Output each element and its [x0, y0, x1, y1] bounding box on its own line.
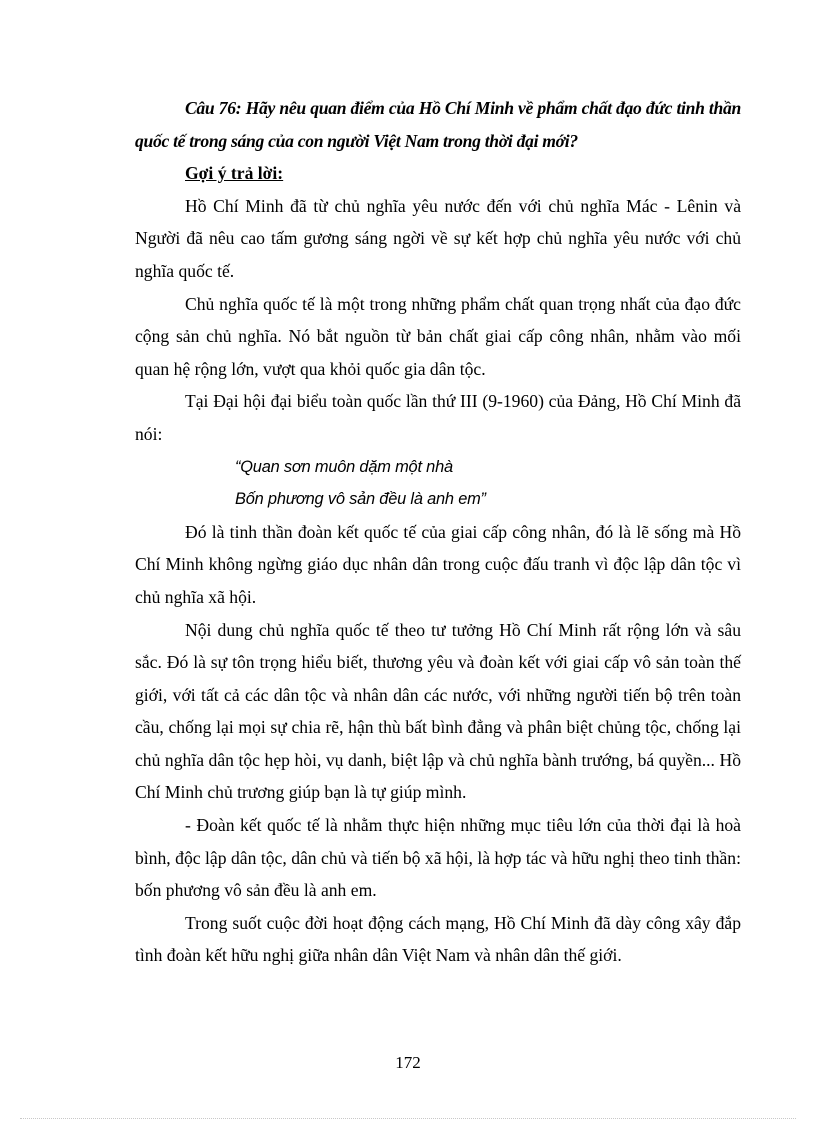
paragraph-3: Tại Đại hội đại biểu toàn quốc lần thứ III (9-1960) của Đảng, Hồ Chí Minh đã nói:: [135, 391, 741, 444]
paragraph-5: Nội dung chủ nghĩa quốc tế theo tư tưởng Hồ Chí Minh rất rộng lớn và sâu sắc. Đó là sự tôn trọng hiểu biết, thương yêu và đoàn kết với giai cấp vô sản toàn thế giới, với tất cả các dân tộc và nhân dân các nước, với những người tiến bộ trên toàn cầu, chống lại mọi sự chia rẽ, hận thù bất bình đẳng và phân biệt chủng tộc, chống lại chủ nghĩa dân tộc hẹp hòi, vụ danh, biệt lập và chủ nghĩa bành trướng, bá quyền... Hồ Chí Minh chủ trương giúp bạn là tự giúp mình.: [135, 619, 741, 803]
page-bottom-divider: [20, 1118, 796, 1119]
paragraph-1: Hồ Chí Minh đã từ chủ nghĩa yêu nước đến với chủ nghĩa Mác - Lênin và Người đã nêu cao tấm gương sáng ngời về sự kết hợp chủ nghĩa yêu nước với chủ nghĩa quốc tế.: [135, 195, 741, 281]
paragraph-4: Đó là tinh thần đoàn kết quốc tế của giai cấp công nhân, đó là lẽ sống mà Hồ Chí Minh không ngừng giáo dục nhân dân trong cuộc đấu tranh vì độc lập dân tộc vì chủ nghĩa xã hội.: [135, 521, 741, 607]
paragraph-6: - Đoàn kết quốc tế là nhằm thực hiện những mục tiêu lớn của thời đại là hoà bình, độc lập dân tộc, dân chủ và tiến bộ xã hội, là hợp tác và hữu nghị theo tinh thần: bốn phương vô sản đều là anh em.: [135, 815, 741, 901]
quote-line-1: “Quan sơn muôn dặm một nhà: [235, 457, 453, 476]
quote-line-2: Bốn phương vô sản đều là anh em”: [235, 490, 486, 509]
paragraph-7: Trong suốt cuộc đời hoạt động cách mạng, Hồ Chí Minh đã dày công xây đắp tình đoàn kết hữu nghị giữa nhân dân Việt Nam và nhân dân thế giới.: [135, 912, 741, 966]
poem-quote: [135, 451, 741, 516]
answer-hint-label: Gợi ý trả lời:: [185, 163, 284, 184]
page-body: [135, 92, 741, 972]
paragraph-2: Chủ nghĩa quốc tế là một trong những phẩm chất quan trọng nhất của đạo đức cộng sản chủ nghĩa. Nó bắt nguồn từ bản chất giai cấp công nhân, nhằm vào mối quan hệ rộng lớn, vượt qua khỏi quốc gia dân tộc.: [135, 293, 741, 379]
question-heading: Câu 76: Hãy nêu quan điểm của Hồ Chí Minh về phẩm chất đạo đức tinh thần quốc tế trong sáng của con người Việt Nam trong thời đại mới?: [135, 98, 741, 151]
page-number: 172: [395, 1053, 421, 1072]
